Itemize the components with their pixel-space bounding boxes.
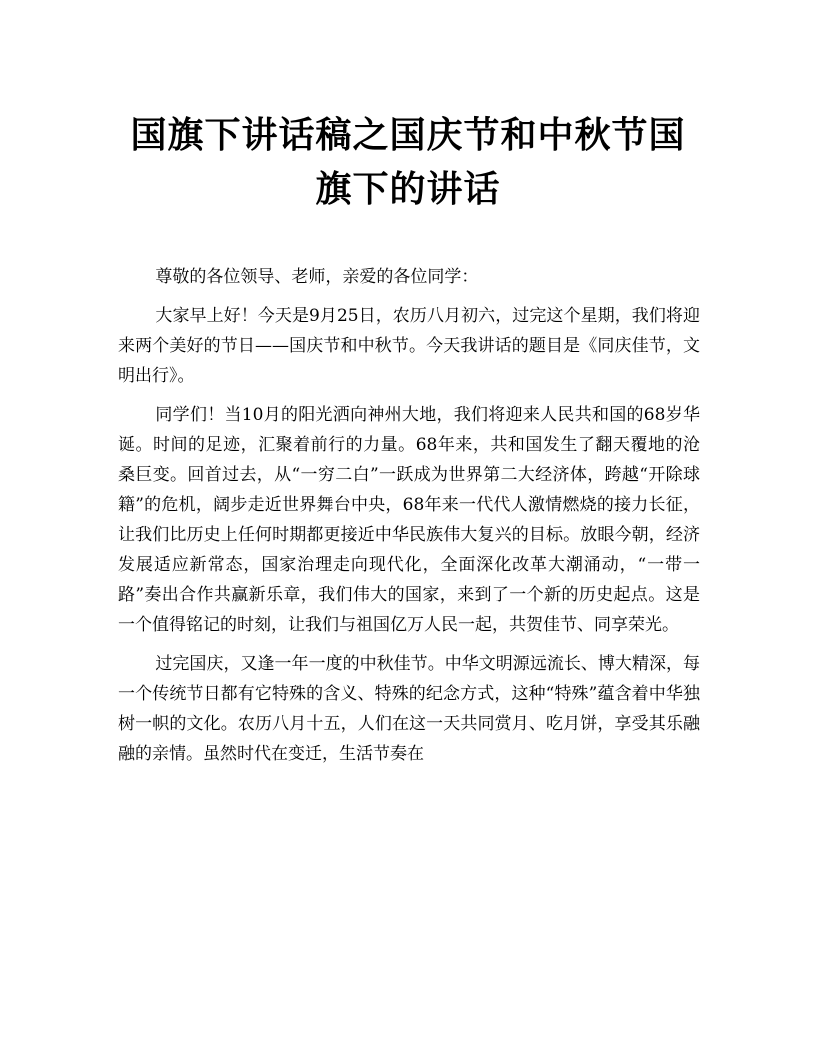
paragraph-mid-autumn: 过完国庆，又逢一年一度的中秋佳节。中华文明源远流长、博大精深，每一个传统节日都有它特殊的含义、特殊的纪念方式，这种“特殊”蕴含着中华独树一帜的文化。农历八月十五，人们在这一天共同赏月、吃月饼，享受其乐融融的亲情。虽然时代在变迁，生活节奏在	[118, 654, 700, 764]
paragraph-greeting: 大家早上好！今天是9月25日，农历八月初六，过完这个星期，我们将迎来两个美好的节日——国庆节和中秋节。今天我讲话的题目是《同庆佳节，文明出行》。	[118, 306, 700, 386]
paragraph-national-day: 同学们！当10月的阳光洒向神州大地，我们将迎来人民共和国的68岁华诞。时间的足迹，汇聚着前行的力量。68年来，共和国发生了翻天覆地的沧桑巨变。回首过去，从“一穷二白”一跃成为世界第二大经济体，跨越“开除球籍”的危机，阔步走近世界舞台中央，68年来一代代人激情燃烧的接力长征，让我们比历史上任何时期都更接近中华民族伟大复兴的目标。放眼今朝，经济发展适应新常态，国家治理走向现代化，全面深化改革大潮涌动，“一带一路”奏出合作共赢新乐章，我们伟大的国家，来到了一个新的历史起点。这是一个值得铭记的时刻，让我们与祖国亿万人民一起，共贺佳节、同享荣光。	[118, 405, 700, 635]
document-title: 国旗下讲话稿之国庆节和中秋节国旗下的讲话	[130, 114, 686, 210]
document-body	[118, 262, 700, 778]
paragraph-salutation: 尊敬的各位领导、老师，亲爱的各位同学：	[155, 267, 479, 287]
